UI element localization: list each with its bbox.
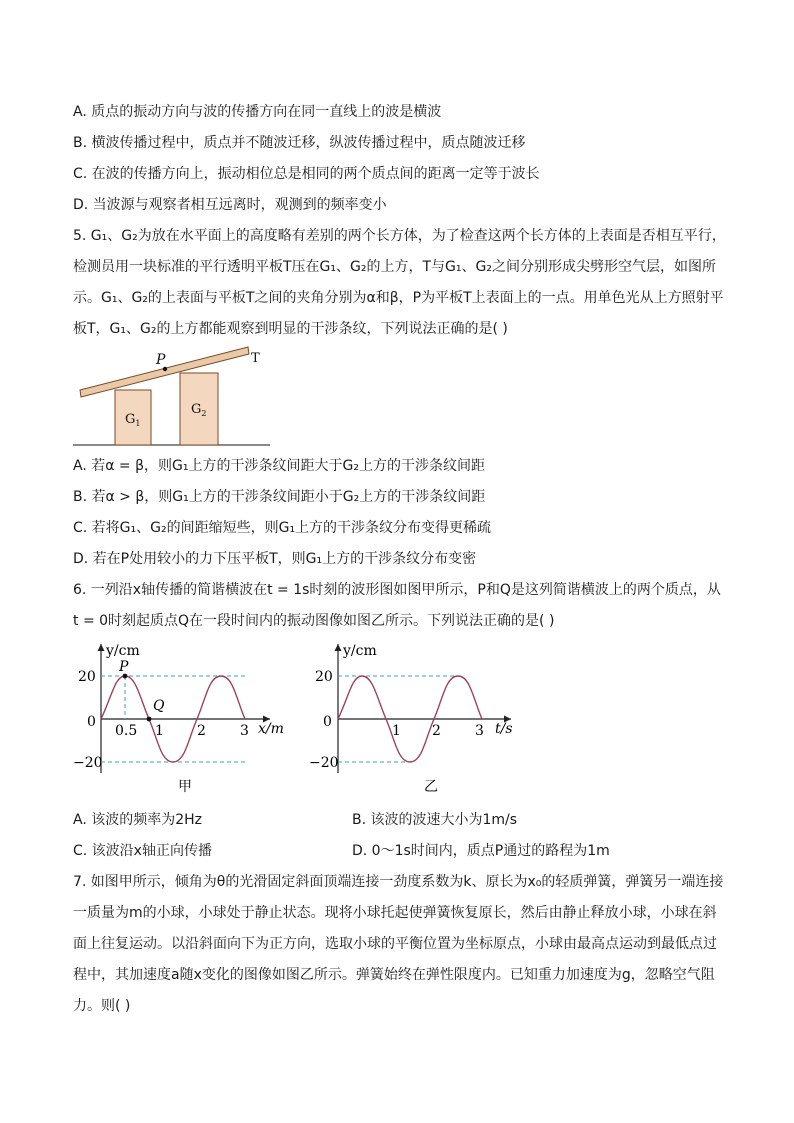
y-axis-label: y/cm — [106, 643, 140, 659]
graph-yi — [306, 638, 526, 798]
q6-stem-line: t = 0时刻起质点Q在一段时间内的振动图像如图乙所示。下列说法正确的是( ) — [73, 613, 555, 629]
q7-stem-line: 力。则( ) — [73, 998, 131, 1014]
xtick-1: 1 — [392, 723, 401, 739]
q5-stem-line: 5. G₁、G₂为放在水平面上的高度略有差别的两个长方体，为了检查这两个长方体的上表面是否相互平行， — [73, 228, 726, 244]
y-axis-label: y/cm — [343, 643, 377, 659]
q6-stem-line: 6. 一列沿x轴传播的简谐横波在t = 1s时刻的波形图如图甲所示，P和Q是这列简谐横波上的两个质点，从 — [73, 582, 721, 598]
ytick-neg20: −20 — [309, 755, 339, 771]
label-t: T — [251, 351, 260, 366]
q5-stem-line: 板T，G₁、G₂的上方都能观察到明显的干涉条纹，下列说法正确的是( ) — [73, 321, 508, 337]
ytick-20: 20 — [78, 669, 96, 685]
label-g2: $G_2$ — [191, 402, 207, 418]
xtick-2: 2 — [197, 723, 206, 739]
label-q: Q — [153, 698, 165, 714]
caption-jia: 甲 — [178, 779, 192, 795]
xtick-3: 3 — [240, 723, 249, 739]
graph-jia — [70, 638, 300, 798]
x-axis-label: t/s — [495, 721, 513, 737]
q5-figure — [70, 345, 280, 450]
xtick-0-5: 0.5 — [115, 723, 138, 739]
label-g1: $G_1$ — [125, 412, 141, 428]
ytick-0: 0 — [87, 714, 96, 730]
x-axis-label: x/m — [258, 721, 284, 737]
q7-stem-line: 程中，其加速度a随x变化的图像如图乙所示。弹簧始终在弹性限度内。已知重力加速度为g，忽略空气阻 — [73, 967, 715, 983]
q5-option-c: C. 若将G₁、G₂的间距缩短些，则G₁上方的干涉条纹分布变得更稀疏 — [73, 520, 492, 536]
xtick-3: 3 — [475, 723, 484, 739]
label-p: P — [119, 659, 129, 675]
q6-option-d: D. 0～1s时间内，质点P通过的路程为1m — [352, 843, 610, 859]
q6-option-a: A. 该波的频率为2Hz — [73, 812, 203, 828]
q7-stem-line: 7. 如图甲所示，倾角为θ的光滑固定斜面顶端连接一劲度系数为k、原长为x₀的轻质弹簧，弹簧另一端连接 — [73, 874, 724, 890]
q5-stem-line: 示。G₁、G₂的上表面与平板T之间的夹角分别为α和β，P为平板T上表面上的一点。用单色光从上方照射平 — [73, 290, 724, 306]
q4-option-a: A. 质点的振动方向与波的传播方向在同一直线上的波是横波 — [73, 104, 442, 120]
label-p: P — [156, 352, 166, 368]
ytick-20: 20 — [315, 669, 333, 685]
q5-stem-line: 检测员用一块标准的平行透明平板T压在G₁、G₂的上方，T与G₁、G₂之间分别形成尖劈形空气层，如图所 — [73, 259, 716, 275]
q4-option-d: D. 当波源与观察者相互远离时，观测到的频率变小 — [73, 197, 387, 213]
caption-yi: 乙 — [424, 779, 438, 795]
xtick-1: 1 — [155, 723, 164, 739]
q5-option-a: A. 若α = β，则G₁上方的干涉条纹间距大于G₂上方的干涉条纹间距 — [73, 458, 485, 474]
q6-option-b: B. 该波的波速大小为1m/s — [352, 812, 518, 828]
q7-stem-line: 面上往复运动。以沿斜面向下为正方向，选取小球的平衡位置为坐标原点，小球由最高点运动到最低点过 — [73, 936, 717, 952]
ytick-0: 0 — [323, 714, 332, 730]
point-q-dot — [147, 717, 152, 722]
q5-option-d: D. 若在P处用较小的力下压平板T，则G₁上方的干涉条纹分布变密 — [73, 551, 477, 567]
q4-option-c: C. 在波的传播方向上，振动相位总是相同的两个质点间的距离一定等于波长 — [73, 166, 540, 182]
q6-option-c: C. 该波沿x轴正向传播 — [73, 843, 212, 859]
q4-option-b: B. 横波传播过程中，质点并不随波迁移，纵波传播过程中，质点随波迁移 — [73, 135, 526, 151]
xtick-2: 2 — [432, 723, 441, 739]
q5-option-b: B. 若α > β，则G₁上方的干涉条纹间距小于G₂上方的干涉条纹间距 — [73, 489, 486, 505]
q7-stem-line: 一质量为m的小球，小球处于静止状态。现将小球托起使弹簧恢复原长，然后由静止释放小球，小球在斜 — [73, 905, 717, 921]
ytick-neg20: −20 — [73, 755, 103, 771]
